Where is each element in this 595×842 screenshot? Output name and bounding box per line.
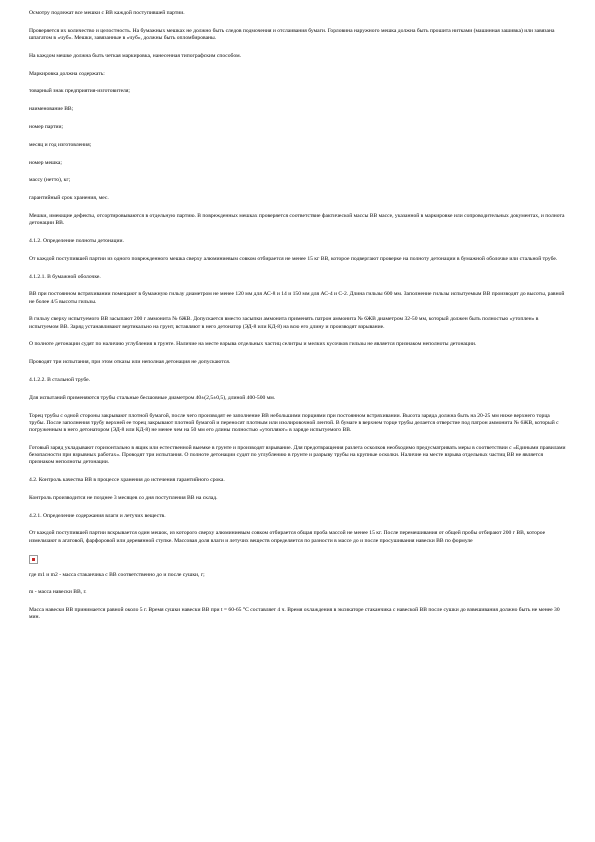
paragraph-drying-conditions: Масса навески ВВ принимается равной около 5 г. Время сушки навески ВВ при t = 60-65 °С составляет 4 ч. Время охлаждения в эксикаторе стаканчика с навеской ВВ после сушки до взвешивания должно быть не менее 30 мин. <box>29 607 560 621</box>
list-item-batch-number: номер партии; <box>29 123 64 130</box>
paragraph-ammonite-charge: В гильзу сверху испытуемого ВВ засыпают 200 г аммонита № 6ЖВ. Допускается вместо засыпки аммонита применять патрон аммонита № 6ЖВ диаметром 32-50 мм, который должен быть полностью «утоплен» в испытуемом ВВ. Заряд устанавливают вертикально на грунт, вставляют в него детонатор (ЭД-8 или КД-8) на всю его длину и производят взрывание. <box>29 316 539 330</box>
paragraph-three-tests: Проводят три испытания, при этом отказы или неполная детонация не допускаются. <box>29 359 231 366</box>
paragraph-marking-contents: Маркировка должна содержать: <box>29 70 105 77</box>
paragraph-integrity-check: Проверяется их количество и целостность. На бумажных мешках не должно быть следов подмочения и отслаивания бумаги. Горловина наружного мешка должна быть прошита нитками (машинная зашивка) или завязана шпагатом в «чуб». Мешки, завязанные в «чуб», должны быть опломбированы. <box>29 27 555 41</box>
paragraph-formula-legend-m: m - масса навески ВВ, г. <box>29 589 87 596</box>
paragraph-control-period: Контроль производится не позднее 3 месяцев со дня поступления ВВ на склад. <box>29 494 218 501</box>
section-heading-4-2: 4.2. Контроль качества ВВ в процессе хранения до истечения гарантийного срока. <box>29 476 225 483</box>
paragraph-detonation-judgement: О полноте детонации судят по наличию углубления в грунте. Наличие на месте взрыва отдельных частиц селитры и мелких кусочков гильзы не является признаком неполноты детонации. <box>29 341 477 348</box>
section-heading-4-1-2-2: 4.1.2.2. В стальной трубе. <box>29 376 90 383</box>
list-item-net-mass: массу (нетто), кг; <box>29 177 71 184</box>
paragraph-pipe-filling: Торец трубы с одной стороны закрывают плотной бумагой, после чего производят ее заполнение ВВ небольшими порциями при постоянном встряхивании. Высота заряда должна быть на 20-25 мм ниже верхнего торца трубы. После заполнения трубу верхней ее торец закрывают плотной бумагой и переносят плотным или изолировочной лентой. В бумаге в верхнем торце трубы делается отверстие под патрон аммонита № 6ЖВ, который с погруженным в него детонатором (ЭД-8 или КД-8) не менее чем на 50 мм его длины полностью «утопляют» в заряде испытуемого ВВ. <box>29 412 559 433</box>
paragraph-paper-shell: ВВ при постоянном встряхивании помещают в бумажную гильзу диаметром не менее 120 мм для АС-8 и 14 и 150 мм для АС-4 и С-2. Длина гильзы 600 мм. Заполнение гильзы испытуемым ВВ производят до высоты, равной не более 4/5 высоты гильзы. <box>29 291 565 305</box>
list-item-manufacture-date: месяц и год изготовления; <box>29 141 92 148</box>
paragraph-sampling: От каждой поступившей партии из одного поврежденного мешка сверху алюминиевым совком отбирается не менее 15 кг ВВ, которое подвергают проверке на полноту детонации в бумажной оболочке или стальной трубе. <box>29 255 558 262</box>
formula-image-placeholder <box>29 555 38 564</box>
section-heading-4-2-1: 4.2.1. Определение содержания влаги и летучих веществ. <box>29 512 166 519</box>
paragraph-moisture-method: От каждой поступившей партии вскрывается один мешок, из которого сверху алюминиевым совком отбирается общая проба массой не менее 15 кг. После перемешивания от общей пробы отбирают 200 г ВВ, которое измельчают в агатовой, фарфоровой или деревянной ступке. Массовая доля влаги и летучих веществ определяется по разности в массе до и после просушивания навески ВВ по формуле <box>29 530 546 544</box>
list-item-shelf-life: гарантийный срок хранения, мес. <box>29 195 109 202</box>
list-item-bag-number: номер мешка; <box>29 159 62 166</box>
paragraph-defective-bags: Мешки, имеющие дефекты, отсортировываются в отдельную партию. В поврежденных мешках проверяется соответствие фактической массы ВВ массе, указанной в маркировке или сопроводительных документах, и полнота детонации ВВ. <box>29 212 565 227</box>
document-page <box>29 10 567 632</box>
section-heading-4-1-2-1: 4.1.2.1. В бумажной оболочке. <box>29 273 101 280</box>
list-item-trademark: товарный знак предприятия-изготовителя; <box>29 88 130 95</box>
list-item-name: наименование ВВ; <box>29 106 74 113</box>
paragraph-blasting: Готовый заряд укладывают горизонтально в ящик или естественной выемке в грунте и производят взрывание. Для предотвращения разлета осколков необходимо предусматривать меры в соответствии с «Едиными правилами безопасности при взрывных работах». Проводят три испытания. О полноте детонации судят по углублению в грунте и разрыву трубы на крупные осколки. Наличие на месте взрыва отдельных частиц ВВ не является признаком неполноты детонации. <box>29 444 566 466</box>
paragraph-formula-legend-m1-m2: где m1 и m2 - масса стаканчика с ВВ соответственно до и после сушки, г; <box>29 571 205 578</box>
paragraph-intro: Осмотру подлежат все мешки с ВВ каждой поступившей партии. <box>29 10 185 16</box>
section-heading-4-1-2: 4.1.2. Определение полноты детонации. <box>29 237 124 244</box>
paragraph-steel-pipes: Для испытаний применяются трубы стальные бесшовные диаметром 40±(2,5±0,5), длиной 400-500 мм. <box>29 394 276 401</box>
paragraph-marking: На каждом мешке должна быть четкая маркировка, нанесенная типографским способом. <box>29 52 242 59</box>
